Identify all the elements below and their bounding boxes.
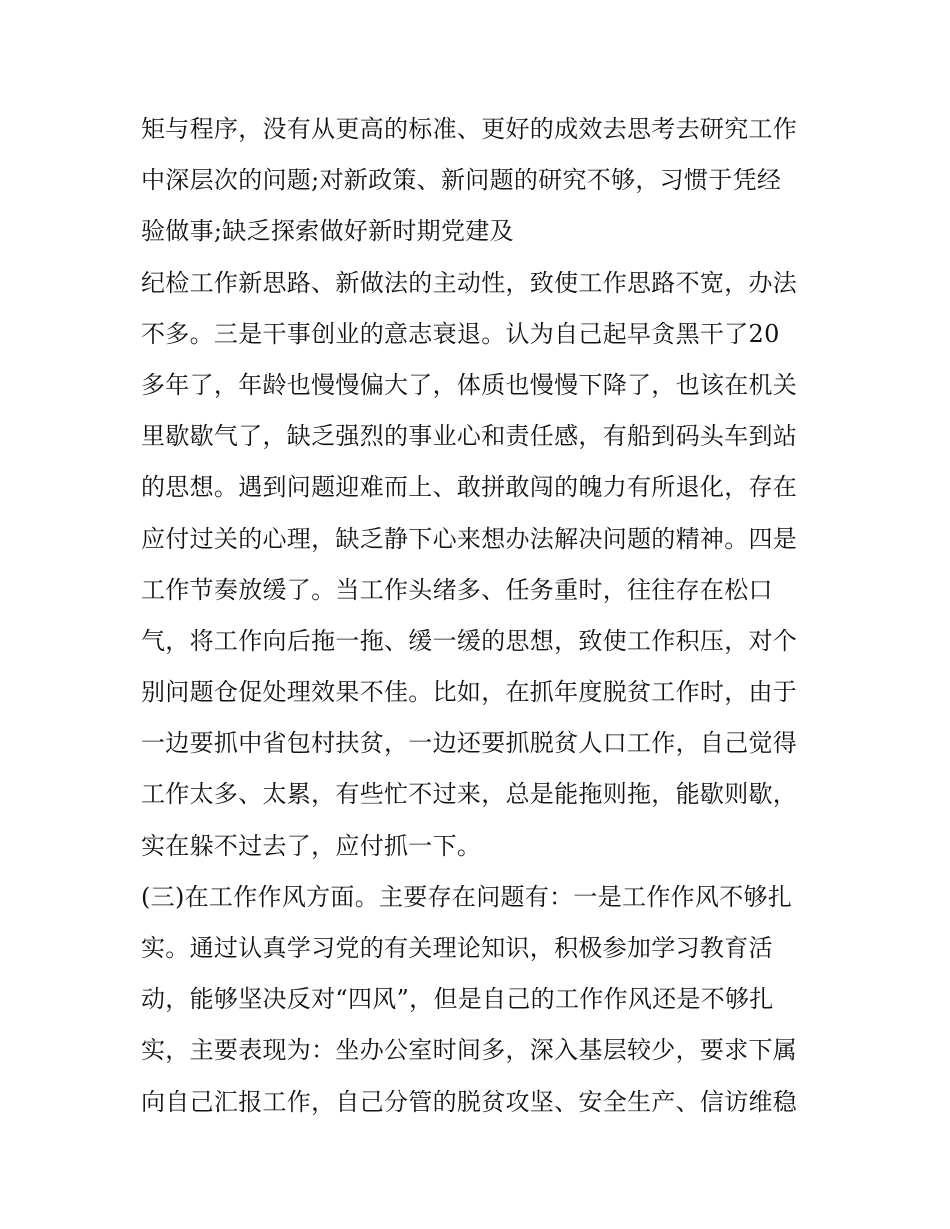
text-line-12: 别问题仓促处理效果不佳。比如，在抓年度脱贫工作时，由于 [141, 678, 798, 707]
text-line-6: 多年了，年龄也慢慢偏大了，体质也慢慢下降了，也该在机关 [141, 370, 798, 399]
text-line-11: 气，将工作向后拖一拖、缓一缓的思想，致使工作积压，对个 [141, 626, 798, 655]
text-line-9: 应付过关的心理，缺乏静下心来想办法解决问题的精神。四是 [141, 524, 798, 553]
body-text [141, 104, 821, 1128]
text-line-17: 实。通过认真学习党的有关理论知识，积极参加学习教育活 [141, 934, 773, 962]
text-line-10: 工作节奏放缓了。当工作头绪多、任务重时，往往存在松口 [141, 575, 773, 604]
text-line-19: 实，主要表现为：坐办公室时间多，深入基层较少，要求下属 [141, 1036, 798, 1065]
text-line-20: 向自己汇报工作，自己分管的脱贫攻坚、安全生产、信访维稳 [141, 1087, 798, 1116]
text-line-18: 动，能够坚决反对“四风”，但是自己的工作作风还是不够扎 [141, 985, 774, 1014]
text-line-1: 矩与程序，没有从更高的标准、更好的成效去思考去研究工作 [141, 115, 798, 143]
text-line-3: 验做事;缺乏探索做好新时期党建及 [141, 217, 514, 246]
text-line-7: 里歇歇气了，缺乏强烈的事业心和责任感，有船到码头车到站 [141, 422, 798, 451]
text-line-13: 一边要抓中省包村扶贫，一边还要抓脱贫人口工作，自己觉得 [141, 729, 798, 758]
text-line-15: 实在躲不过去了，应付抓一下。 [141, 831, 482, 860]
text-line-16: (三)在工作作风方面。主要存在问题有：一是工作作风不够扎 [141, 882, 793, 911]
text-line-8: 的思想。遇到问题迎难而上、敢拼敢闯的魄力有所退化，存在 [141, 473, 798, 502]
text-line-5: 不多。三是干事创业的意志衰退。认为自己起早贪黑干了20 [141, 319, 780, 348]
text-line-4: 纪检工作新思路、新做法的主动性，致使工作思路不宽，办法 [141, 268, 798, 297]
text-line-2: 中深层次的问题;对新政策、新问题的研究不够，习惯于凭经 [141, 166, 782, 195]
text-line-14: 工作太多、太累，有些忙不过来，总是能拖则拖，能歇则歇， [141, 780, 798, 809]
